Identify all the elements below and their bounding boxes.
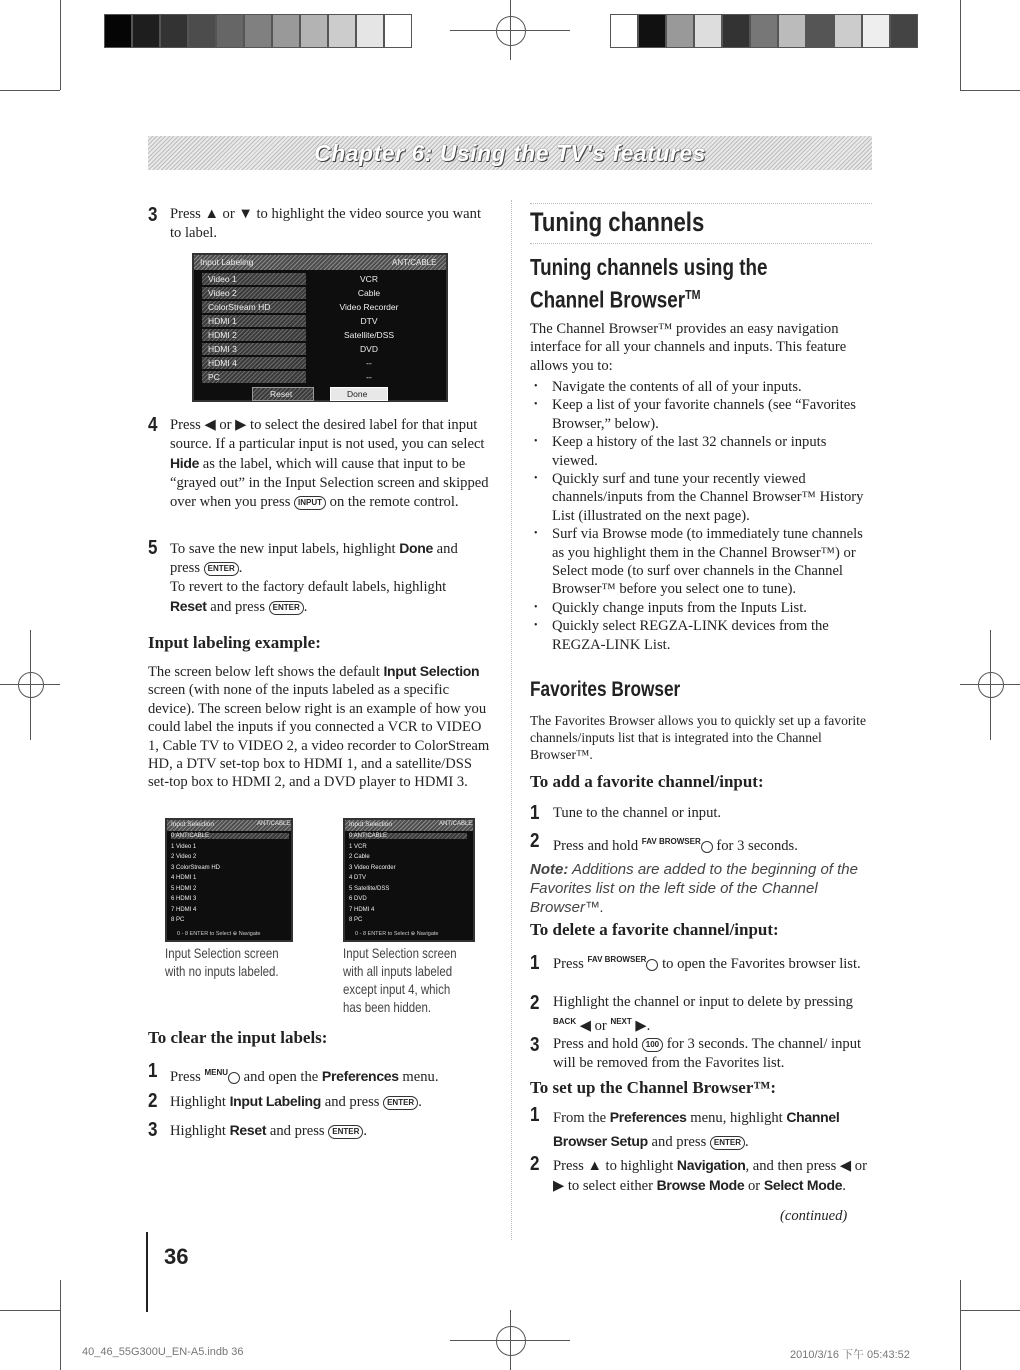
menu-button-icon	[228, 1072, 240, 1084]
labeling-input-name: ColorStream HD	[208, 302, 271, 312]
section-title: Tuning channels	[530, 207, 705, 237]
labeling-input-cell[interactable]	[202, 357, 306, 369]
step-number: 1	[530, 802, 540, 824]
caption-left: Input Selection screen with no inputs labeled.	[165, 945, 279, 979]
enter-button-icon: ENTER	[204, 562, 239, 576]
done-label: Done	[347, 389, 368, 399]
registration-target	[496, 1326, 526, 1356]
step-4-text: Press ◀ or ▶ to select the desired label for that input source. If a particular input is not used, you can select Hide as the label, which will cause that input to be “grayed out” in the Input Selection screen and skipped over when you press INPUT on the remote control.	[170, 417, 489, 510]
delete-step-2: Highlight the channel or input to delete by pressing $^{BACK}$ ◀ or $^{NEXT}$ ▶.	[553, 994, 853, 1034]
labeling-input-cell[interactable]	[202, 287, 306, 299]
crop-mark	[960, 0, 961, 90]
h1-rule-top	[530, 203, 872, 204]
labeling-input-name: HDMI 2	[208, 330, 237, 340]
labeling-label-value[interactable]: --	[366, 358, 372, 368]
input-button-icon: INPUT	[294, 496, 326, 510]
screen-title: Input Labeling	[200, 257, 254, 267]
column-divider	[511, 200, 512, 1240]
enter-button-icon: ENTER	[269, 601, 304, 615]
step-number: 1	[530, 1104, 540, 1126]
crop-mark	[60, 0, 61, 90]
feature-list-item: • Quickly change inputs from the Inputs List.	[530, 599, 872, 617]
input-selection-row[interactable]: 1 Video 1	[171, 843, 197, 850]
input-selection-row[interactable]: 2 Cable	[349, 854, 370, 860]
favorites-heading: Favorites Browser	[530, 678, 681, 701]
input-selection-row[interactable]: 0 ANT/CABLE	[349, 833, 467, 839]
100-button-icon: 100	[642, 1038, 663, 1052]
h1-rule-bottom	[530, 243, 872, 244]
labeling-input-name: Video 2	[208, 288, 237, 298]
input-selection-row[interactable]: 1 VCR	[349, 843, 367, 850]
reset-label: Reset	[270, 389, 293, 399]
crop-mark	[960, 1310, 1020, 1311]
labeling-input-cell[interactable]	[202, 301, 306, 313]
example-heading: Input labeling example:	[148, 633, 321, 652]
step-number: 3	[148, 1119, 158, 1141]
crop-mark	[960, 1280, 961, 1370]
example-paragraph: The screen below left shows the default Input Selection screen (with none of the inputs labeled as a specific device). The screen below right is an example of how you could label the inputs if you connected a VCR to VIDEO 1, Cable TV to VIDEO 2, a video recorder to ColorStream HD, a DTV set-top box to HDMI 1, and a satellite/DSS set-top box to HDMI 2, and a DVD player to HDMI 3.	[148, 663, 490, 791]
fav-browser-button-icon	[701, 841, 713, 853]
chapter-header-band	[148, 136, 872, 170]
labeling-label-value[interactable]: Satellite/DSS	[343, 330, 395, 340]
note: Note: Additions are added to the beginning of the Favorites list on the left side of the Channel Browser™.	[530, 861, 858, 916]
clear-step-1: Press $^{MENU}$ and open the Preferences menu.	[170, 1067, 439, 1085]
menu-key: MENU	[204, 1068, 229, 1077]
crop-mark	[60, 1280, 61, 1370]
labeling-input-cell[interactable]	[202, 329, 306, 341]
date-slug: 2010/3/16 下午 05:43:52	[790, 1349, 910, 1361]
page-number-rule	[146, 1232, 148, 1312]
step-number: 2	[530, 992, 540, 1014]
back-key: BACK	[553, 1017, 577, 1026]
step-number: 2	[530, 830, 540, 852]
input-labeling-screen	[192, 253, 448, 402]
step-number: 2	[530, 1153, 540, 1175]
clear-heading: To clear the input labels:	[148, 1028, 328, 1047]
add-step-2: Press and hold $^{FAV BROWSER}$ for 3 seconds.	[553, 837, 798, 854]
step-3-text: Press ▲ or ▼ to highlight the video source you want to label.	[170, 206, 481, 241]
input-selection-screen-labeled: Input Selection ANT/CABLE 0 ANT/CABLE 1 VCR 2 Cable 3 Video Recorder 4 DTV 5 Satellite/DSS 6 DVD 7 HDMI 4 8 PC 0 - 8 ENTER to Select ⊕ Navigate	[343, 818, 475, 942]
delete-heading: To delete a favorite channel/input:	[530, 920, 779, 939]
feature-list-item: • Surf via Browse mode (to immediately tune channels as you highlight them in the Channel Browser™) or Select mode (to surf over channels in the Channel Browser™ before you select one to tune).	[530, 525, 872, 599]
continued-label: (continued)	[780, 1208, 848, 1224]
registration-target	[496, 16, 526, 46]
input-selection-row[interactable]: 3 ColorStream HD	[171, 864, 221, 871]
delete-step-1: Press $^{FAV BROWSER}$ to open the Favorites browser list.	[553, 955, 861, 972]
labeling-input-name: HDMI 4	[208, 358, 237, 368]
input-selection-row[interactable]: 8 PC	[171, 917, 185, 923]
intro-paragraph: The Channel Browser™ provides an easy navigation interface for all your channels and inputs. This feature allows you to:	[530, 321, 847, 374]
input-selection-row[interactable]: 7 HDMI 4	[171, 906, 197, 913]
done-button[interactable]	[330, 387, 388, 401]
enter-button-icon: ENTER	[383, 1096, 418, 1110]
add-heading: To add a favorite channel/input:	[530, 772, 764, 791]
labeling-label-value[interactable]: --	[366, 372, 372, 382]
input-selection-row[interactable]: 2 Video 2	[171, 854, 197, 860]
labeling-label-value[interactable]: VCR	[360, 274, 378, 284]
step-number: 1	[530, 952, 540, 974]
setup-heading: To set up the Channel Browser™:	[530, 1078, 777, 1097]
step-number: 1	[148, 1060, 158, 1082]
enter-button-icon: ENTER	[710, 1136, 745, 1150]
labeling-input-cell[interactable]	[202, 273, 306, 285]
input-selection-row[interactable]: 8 PC	[349, 917, 363, 923]
step-5-text: To save the new input labels, highlight Done and press ENTER . To revert to the factory default labels, highlight Reset and press ENTER .	[170, 540, 458, 615]
step-number: 3	[530, 1034, 540, 1056]
reset-button[interactable]	[252, 387, 314, 401]
input-selection-row[interactable]: 7 HDMI 4	[349, 906, 375, 913]
labeling-label-value[interactable]: DVD	[360, 344, 378, 354]
labeling-input-cell[interactable]	[202, 343, 306, 355]
feature-list-item: • Keep a list of your favorite channels (see “Favorites Browser,” below).	[530, 396, 872, 433]
input-selection-row[interactable]: 5 HDMI 2	[171, 885, 197, 892]
feature-list-item: • Quickly surf and tune your recently viewed channels/inputs from the Channel Browser™ History List (illustrated on the next page).	[530, 470, 872, 525]
input-selection-row[interactable]: 5 Satellite/DSS	[349, 885, 390, 892]
file-slug: 40_46_55G300U_EN-A5.indb 36	[82, 1346, 244, 1358]
step-number: 5	[148, 537, 158, 559]
add-step-1: Tune to the channel or input.	[553, 805, 722, 821]
chapter-title: Chapter 6: Using the TV's features	[314, 140, 706, 166]
subsection-title: Tuning channels using the Channel Browser™	[530, 254, 768, 313]
clear-step-3: Highlight Reset and press ENTER .	[170, 1122, 368, 1139]
feature-list	[530, 378, 872, 654]
setup-step-1: From the Preferences menu, highlight Channel Browser Setup and press ENTER .	[553, 1109, 840, 1150]
input-selection-row[interactable]: 6 DVD	[349, 896, 367, 902]
labeling-label-value[interactable]: DTV	[360, 316, 378, 326]
enter-button-icon: ENTER	[328, 1125, 363, 1139]
labeling-label-value[interactable]: Video Recorder	[339, 302, 399, 312]
crop-mark	[0, 90, 60, 91]
delete-step-3: Press and hold 100 for 3 seconds. The channel/ input will be removed from the Favorites list.	[553, 1036, 862, 1071]
clear-step-2: Highlight Input Labeling and press ENTER .	[170, 1093, 422, 1110]
labeling-label-value[interactable]: Cable	[357, 288, 381, 298]
screen-source: ANT/CABLE	[392, 258, 437, 267]
fav-browser-key: FAV BROWSER	[641, 837, 701, 846]
input-selection-row[interactable]: 0 ANT/CABLE	[171, 833, 289, 839]
labeling-input-name: HDMI 3	[208, 344, 237, 354]
labeling-input-cell[interactable]	[202, 315, 306, 327]
setup-step-2: Press ▲ to highlight Navigation, and then press ◀ or ▶ to select either Browse Mode or Select Mode.	[553, 1157, 867, 1194]
feature-list-item: • Navigate the contents of all of your inputs.	[530, 378, 872, 396]
input-selection-row[interactable]: 6 HDMI 3	[171, 896, 197, 902]
feature-list-item: • Keep a history of the last 32 channels or inputs viewed.	[530, 433, 872, 470]
labeling-input-name: Video 1	[208, 274, 237, 284]
step-number: 3	[148, 204, 158, 226]
page-number: 36	[164, 1244, 189, 1269]
crop-mark	[0, 1310, 60, 1311]
registration-target	[978, 672, 1004, 698]
labeling-input-name: PC	[208, 372, 220, 382]
input-selection-row[interactable]: 4 HDMI 1	[171, 875, 197, 881]
labeling-input-name: HDMI 1	[208, 316, 237, 326]
step-number: 4	[148, 414, 158, 436]
next-key: NEXT	[610, 1017, 632, 1026]
caption-right: Input Selection screen with all inputs labeled except input 4, which has been hidden.	[343, 945, 457, 1015]
input-selection-screen-default: Input Selection ANT/CABLE 0 ANT/CABLE 1 Video 1 2 Video 2 3 ColorStream HD 4 HDMI 1 5 HDMI 2 6 HDMI 3 7 HDMI 4 8 PC 0 - 8 ENTER to Select ⊕ Navigate	[165, 818, 293, 942]
registration-target	[18, 672, 44, 698]
hide-option: Hide	[170, 455, 200, 471]
input-selection-row[interactable]: 4 DTV	[349, 875, 367, 881]
labeling-input-cell[interactable]	[202, 371, 306, 383]
favorites-paragraph: The Favorites Browser allows you to quickly set up a favorite channels/inputs list that is integrated into the Channel Browser™.	[530, 713, 866, 762]
fav-browser-key: FAV BROWSER	[587, 955, 647, 964]
input-selection-row[interactable]: 3 Video Recorder	[349, 864, 396, 871]
step-number: 2	[148, 1090, 158, 1112]
feature-list-item: • Quickly select REGZA-LINK devices from the REGZA-LINK List.	[530, 617, 872, 654]
crop-mark	[960, 90, 1020, 91]
fav-browser-button-icon	[646, 959, 658, 971]
